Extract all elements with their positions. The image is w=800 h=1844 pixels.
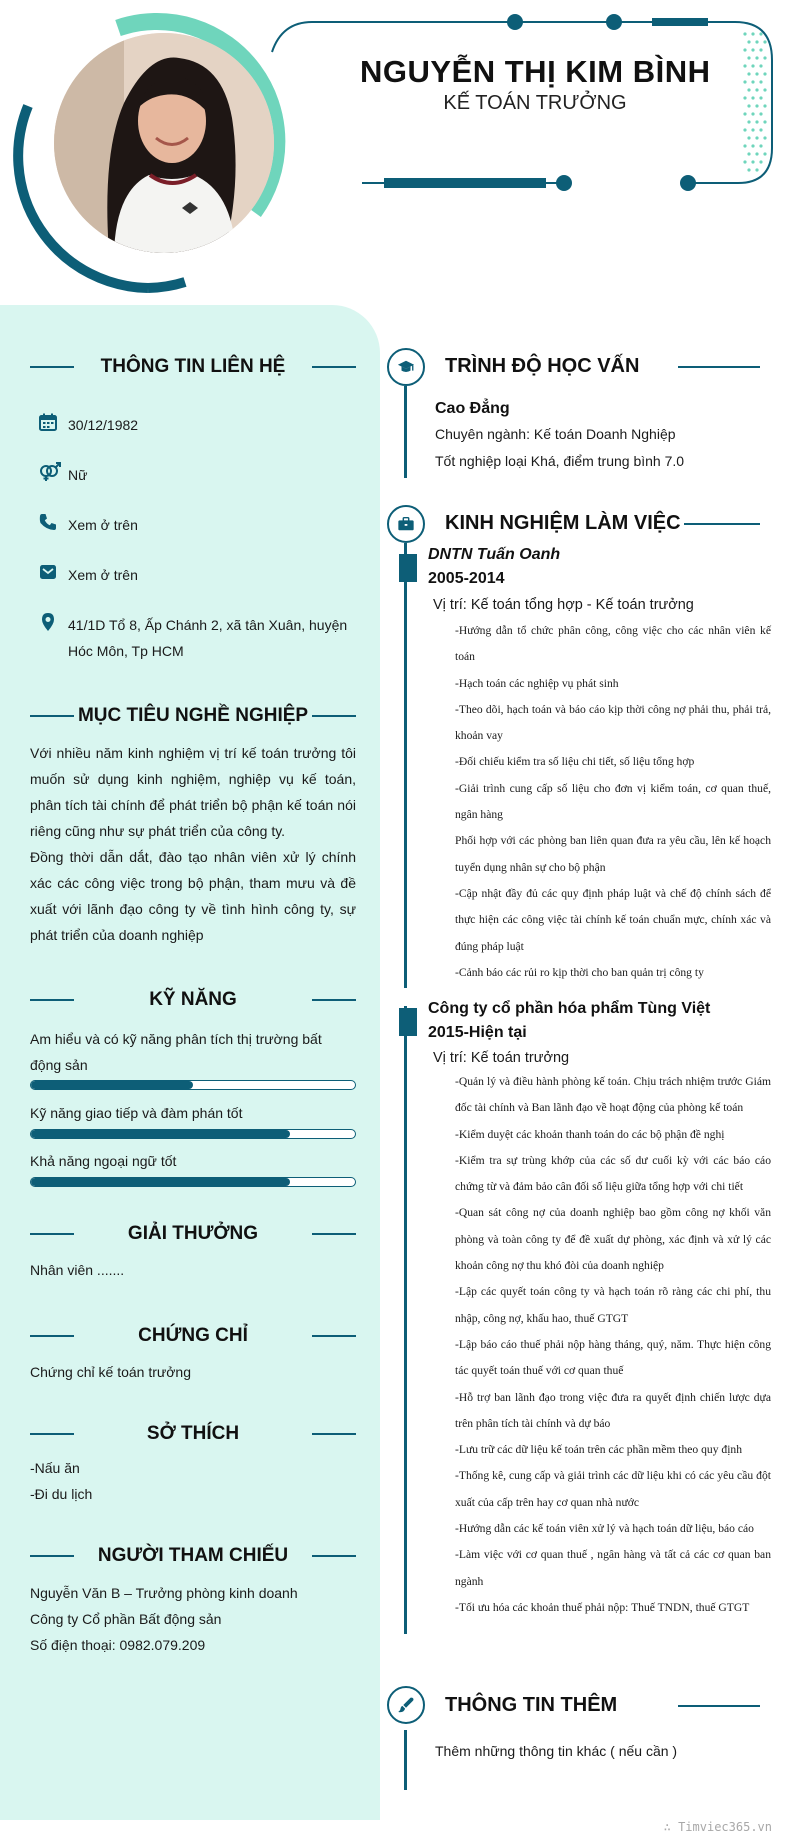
graduation-cap-icon: [397, 358, 415, 376]
education-timeline: [404, 386, 407, 478]
job-position: Vị trí: Kế toán tổng hợp - Kế toán trưởng: [433, 597, 694, 613]
duty-item: -Tối ưu hóa các khoản thuế phải nộp: Thuế TNDN, thuế GTGT: [455, 1600, 750, 1614]
job-marker: [399, 1008, 417, 1036]
duty-item: -Hướng dẫn tổ chức phân công, công việc cho các nhân viên kế toán: [455, 624, 771, 664]
briefcase-icon: [397, 515, 415, 533]
duty-item: -Cảnh báo các rủi ro kịp thời cho ban quản trị công ty: [455, 965, 704, 979]
duty-item: Phối hợp với các phòng ban liên quan đưa ra yêu cầu, lên kế hoạch tuyển dụng nhân sự cho bộ phận: [455, 834, 771, 874]
email-value: Xem ở trên: [68, 567, 138, 583]
experience-timeline-2: [404, 1006, 407, 1634]
location-pin-icon: [38, 612, 58, 632]
job-duties: [455, 618, 771, 986]
awards-text: Nhân viên .......: [30, 1262, 125, 1278]
objective-heading: MỤC TIÊU NGHỀ NGHIỆP: [30, 702, 356, 730]
skill-label: Khả năng ngoại ngữ tốt: [30, 1153, 177, 1169]
duty-item: -Quan sát công nợ của doanh nghiệp bao gồm công nợ khối văn phòng và toàn công ty để đề xuất dự phòng, xác định và xử lý các khoản công nợ thu khó đòi của doanh nghiệp: [455, 1206, 771, 1273]
job-period: 2015-Hiện tại: [428, 1024, 527, 1041]
certificates-heading: CHỨNG CHỈ: [30, 1322, 356, 1350]
additional-heading: THÔNG TIN THÊM: [445, 1694, 618, 1716]
duty-item: -Hỗ trợ ban lãnh đạo trong việc đưa ra quyết định chiến lược dựa trên phân tích tài chính và dự báo: [455, 1390, 771, 1430]
skill-bar-fill: [31, 1081, 193, 1089]
duty-item: -Theo dõi, hạch toán và báo cáo kịp thời công nợ phải thu, phải trả, khoản vay: [455, 702, 771, 743]
certificates-text: Chứng chỉ kế toán trưởng: [30, 1364, 192, 1380]
reference-line: Nguyễn Văn B – Trưởng phòng kinh doanh: [30, 1585, 298, 1601]
duty-item: -Kiểm tra sự trùng khớp của các số dư cuối kỳ với các báo cáo chứng từ và đảm bảo cân đối số liệu giữa tổng hợp với chi tiết: [455, 1153, 771, 1194]
duty-item: -Hướng dẫn các kế toán viên xử lý và hạch toán dữ liệu, báo cáo: [455, 1522, 754, 1536]
email-icon: [38, 562, 58, 582]
skill-bar-fill: [31, 1178, 290, 1186]
duty-item: -Lập các quyết toán công ty và hạch toán rõ ràng các chi phí, thu nhập, công nợ, khấu hao, thuế GTGT: [455, 1285, 771, 1325]
avatar-illustration: [54, 33, 274, 253]
gender-value: Nữ: [68, 467, 88, 483]
skill-bar: [30, 1129, 356, 1139]
experience-icon-circle: [387, 505, 425, 543]
experience-timeline-1: [404, 543, 407, 988]
contact-heading: THÔNG TIN LIÊN HỆ: [30, 353, 356, 381]
job-duties: [455, 1069, 771, 1621]
additional-timeline: [404, 1730, 407, 1790]
duty-item: -Lưu trữ các dữ liệu kế toán trên các phần mềm theo quy định: [455, 1443, 743, 1457]
skills-heading: KỸ NĂNG: [30, 986, 356, 1014]
duty-item: -Giải trình cung cấp số liệu cho đơn vị kiểm toán, cơ quan thuế, ngân hàng: [455, 781, 771, 822]
job-marker: [399, 554, 417, 582]
skill-bar-fill: [31, 1130, 290, 1138]
hobbies-heading: SỞ THÍCH: [30, 1420, 356, 1448]
duty-item: -Lập báo cáo thuế phải nộp hàng tháng, quý, năm. Thực hiện công tác quyết toán thuế với cơ quan thuế: [455, 1337, 771, 1378]
heading-rule: [684, 523, 760, 525]
duty-item: -Làm việc với cơ quan thuế , ngân hàng và tất cả các cơ quan ban ngành: [455, 1548, 771, 1588]
calendar-icon: [38, 412, 58, 432]
duty-item: -Cập nhật đầy đủ các quy định pháp luật và chế độ chính sách để thực hiện các công việc tài chính kế toán chuẩn mực, chính xác và đúng pháp luật: [455, 886, 771, 953]
address-value: 41/1D Tổ 8, Ấp Chánh 2, xã tân Xuân, huyện Hóc Môn, Tp HCM: [68, 617, 348, 659]
job-period: 2005-2014: [428, 570, 505, 587]
phone-value: Xem ở trên: [68, 517, 138, 533]
objective-text: Với nhiều năm kinh nghiệm vị trí kế toán trưởng tôi muốn sử dụng kinh nghiệm, nghiệp vụ kế toán, phân tích tài chính để phát triển bộ phận kế toán nói riêng cũng như sự phát triển của công ty. Đồng thời dẫn dắt, đào tạo nhân viên xử lý chính xác các công việc trong bộ phận, tham mưu và đề xuất với lãnh đạo công ty về tình hình công ty, sự phát triển của doanh nghiệp: [30, 745, 356, 943]
duty-item: -Hạch toán các nghiệp vụ phát sinh: [455, 676, 619, 690]
hobby-item: -Nấu ăn: [30, 1460, 80, 1476]
duty-item: -Quản lý và điều hành phòng kế toán. Chịu trách nhiệm trước Giám đốc tài chính và Ban lãnh đạo về hoạt động của phòng kế toán: [455, 1075, 771, 1115]
heading-rule: [678, 366, 760, 368]
watermark: ∴ Timviec365.vn: [663, 1820, 772, 1834]
birthday-value: 30/12/1982: [68, 417, 139, 433]
duty-item: -Đối chiếu kiểm tra số liệu chi tiết, số liệu tổng hợp: [455, 755, 695, 769]
skill-label: Kỹ năng giao tiếp và đàm phán tốt: [30, 1105, 243, 1121]
education-major: Chuyên ngành: Kế toán Doanh Nghiệp: [435, 426, 676, 442]
candidate-name: NGUYỄN THỊ KIM BÌNH: [360, 54, 711, 89]
education-heading: TRÌNH ĐỘ HỌC VẤN: [445, 355, 640, 377]
job-position: Vị trí: Kế toán trưởng: [433, 1050, 570, 1066]
skill-label: Am hiểu và có kỹ năng phân tích thị trường bất động sản: [30, 1031, 322, 1073]
hobby-item: -Đi du lịch: [30, 1486, 93, 1502]
education-degree: Cao Đẳng: [435, 400, 510, 417]
education-result: Tốt nghiệp loại Khá, điểm trung bình 7.0: [435, 453, 685, 469]
job-company: DNTN Tuấn Oanh: [428, 546, 561, 563]
additional-icon-circle: [387, 1686, 425, 1724]
duty-item: -Kiểm duyệt các khoản thanh toán do các bộ phận đề nghị: [455, 1127, 725, 1141]
phone-icon: [38, 512, 58, 532]
references-heading: NGƯỜI THAM CHIẾU: [30, 1542, 356, 1570]
skill-bar: [30, 1177, 356, 1187]
candidate-title: KẾ TOÁN TRƯỞNG: [443, 92, 627, 114]
reference-line: Số điện thoại: 0982.079.209: [30, 1637, 206, 1653]
cv-header: [0, 0, 800, 300]
experience-heading: KINH NGHIỆM LÀM VIỆC: [445, 512, 681, 534]
skill-bar: [30, 1080, 356, 1090]
education-icon-circle: [387, 348, 425, 386]
job-company: Công ty cổ phần hóa phẩm Tùng Việt: [428, 1000, 711, 1017]
profile-photo: [54, 33, 274, 253]
heading-rule: [678, 1705, 760, 1707]
duty-item: -Thống kê, cung cấp và giải trình các dữ liệu khi có các yêu cầu đột xuất của cấp trên hay cơ quan nhà nước: [455, 1469, 771, 1509]
additional-text: Thêm những thông tin khác ( nếu cần ): [435, 1743, 678, 1759]
reference-line: Công ty Cổ phần Bất động sản: [30, 1611, 222, 1627]
gender-icon: [38, 462, 62, 482]
pencil-brush-icon: [397, 1696, 415, 1714]
awards-heading: GIẢI THƯỞNG: [30, 1220, 356, 1248]
